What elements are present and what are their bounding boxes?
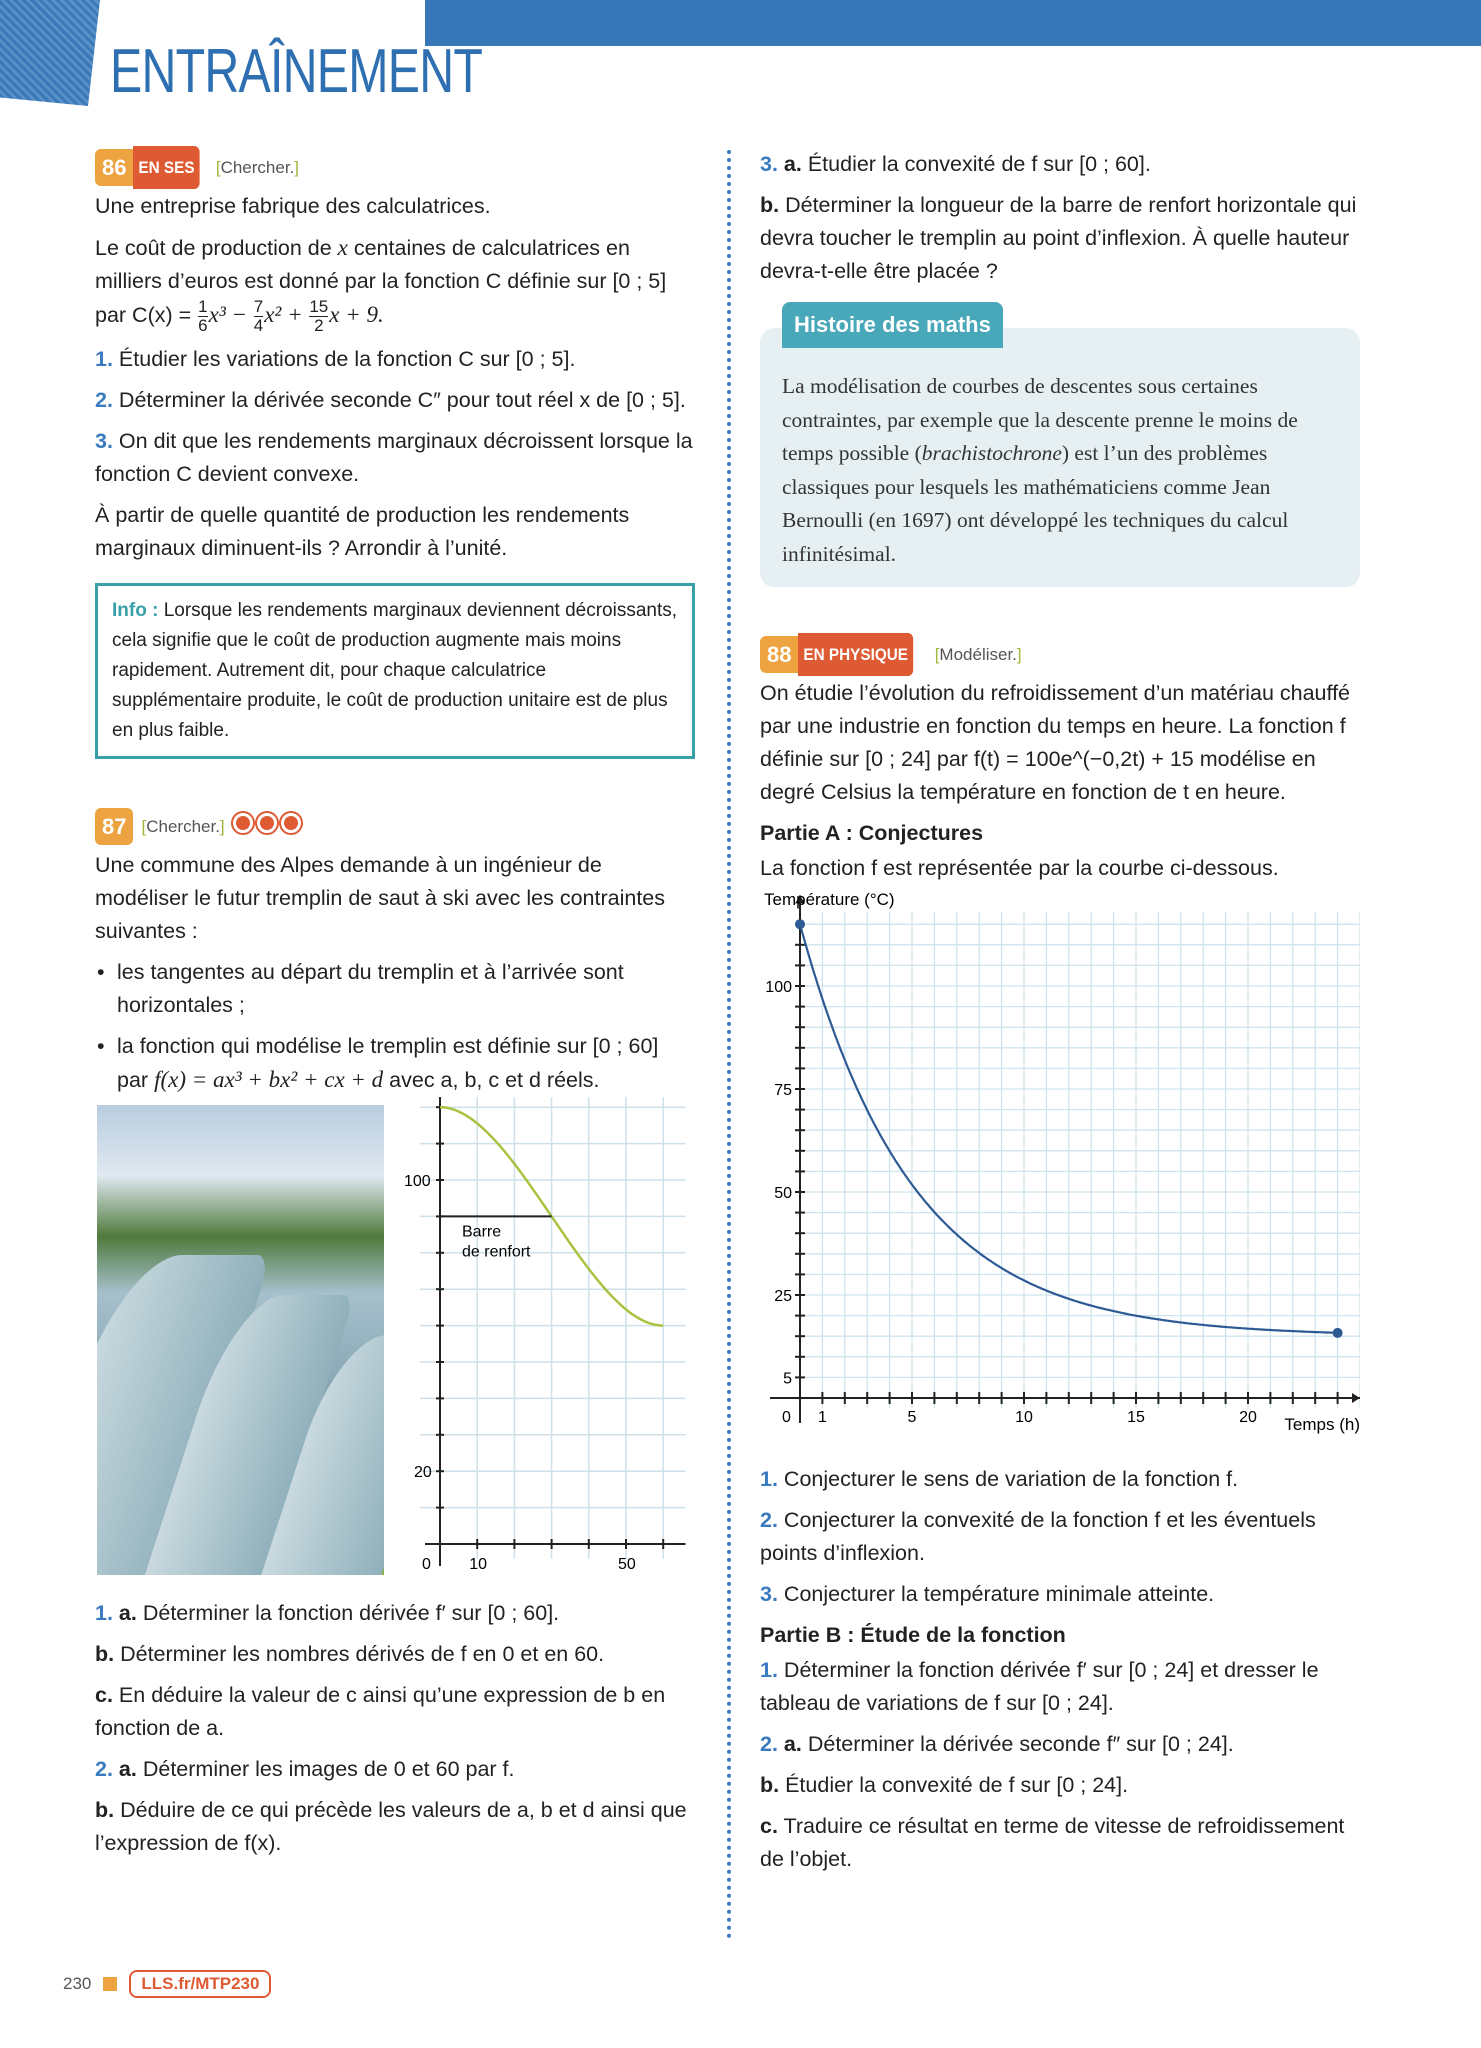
x-axis-arrow-icon — [1352, 1393, 1360, 1403]
list-item: • les tangentes au départ du tremplin et à l’arrivée sont horizontales ; — [95, 956, 695, 1022]
question-3a: 3. a. Étudier la convexité de f sur [0 ; 60]. — [760, 152, 1151, 176]
left-column — [95, 150, 695, 1868]
part-a-q2: 2. Conjecturer la convexité de la fonction f et les éventuels points d’inflexion. — [760, 1508, 1316, 1565]
part-a-q3: 3. Conjecturer la température minimale atteinte. — [760, 1582, 1215, 1606]
y-tick-label: 20 — [414, 1464, 432, 1482]
part-b-title: Partie B : Étude de la fonction — [760, 1623, 1066, 1647]
resource-link[interactable]: LLS.fr/MTP230 — [129, 1970, 271, 1998]
ski-jump-photo — [97, 1105, 384, 1575]
y-tick-label: 50 — [774, 1185, 792, 1202]
y-tick-label: 75 — [774, 1082, 792, 1099]
exercise-88-header — [760, 637, 1360, 671]
ex88-intro: On étudie l’évolution du refroidissement d’un matériau chauffé par une industrie en fonction du temps en heure. La fonction f définie sur [0 ; 24] par f(t) = 100e^(−0,2t) + 15 modélise en degré Celsius la température en fonction de t en heure. — [760, 681, 1351, 804]
x-tick-label: 10 — [1015, 1409, 1033, 1426]
y-tick-label: 25 — [774, 1288, 792, 1305]
exercise-number: 87 — [95, 808, 133, 845]
x-axis-label: Temps (h) — [1284, 1415, 1360, 1434]
part-a-intro: La fonction f est représentée par la courbe ci-dessous. — [760, 856, 1279, 880]
exercise-tag: EN PHYSIQUE — [798, 633, 913, 676]
x-tick-label: 20 — [1239, 1409, 1257, 1426]
x-tick-label: 1 — [817, 1409, 827, 1426]
question-1a: 1. a. Déterminer la fonction dérivée f′ sur [0 ; 60]. — [95, 1601, 560, 1625]
x-tick-label: 10 — [469, 1556, 487, 1573]
start-point — [795, 919, 805, 929]
ex86-function: Le coût de production de x centaines de calculatrices en milliers d’euros est donné par la fonction C définie sur [0 ; 5] par C(x) = $\frac{1}{6}$ x³ − $\frac{7}{4}$ x² + $\frac{15}{2}$ x + 9. — [95, 235, 667, 335]
difficulty-dots — [233, 810, 305, 843]
question-2a: 2. a. Déterminer les images de 0 et 60 par f. — [95, 1757, 515, 1781]
part-b-q1: 1. Déterminer la fonction dérivée f′ sur [0 ; 24] et dresser le tableau de variations de f sur [0 ; 24]. — [760, 1658, 1319, 1715]
part-b-q2c: c. Traduire ce résultat en terme de vitesse de refroidissement de l’objet. — [760, 1814, 1345, 1871]
header-bar — [425, 0, 1481, 46]
question-3-followup: À partir de quelle quantité de production les rendements marginaux diminuent-ils ? Arrondir à l’unité. — [95, 503, 630, 560]
list-item: • la fonction qui modélise le tremplin est définie sur [0 ; 60] par f(x) = ax³ + bx² + cx + d avec a, b, c et d réels. — [95, 1030, 695, 1097]
ski-jump-chart — [395, 1097, 700, 1587]
exercise-87-header — [95, 809, 695, 843]
temperature-chart — [760, 893, 1360, 1453]
history-title: Histoire des maths — [782, 302, 1003, 348]
right-column — [760, 148, 1360, 1884]
page-number: 230 — [63, 1974, 92, 1993]
page-title: ENTRAÎNEMENT — [110, 37, 483, 106]
page-footer — [63, 1970, 271, 1998]
question-3: 3. On dit que les rendements marginaux décroissent lorsque la fonction C devient convexe. — [95, 429, 693, 486]
end-point — [1333, 1328, 1343, 1338]
question-2: 2. Déterminer la dérivée seconde C″ pour tout réel x de [0 ; 5]. — [95, 388, 686, 412]
x-tick-label: 0 — [422, 1556, 431, 1573]
x-tick-label: 15 — [1127, 1409, 1145, 1426]
ex86-intro: Une entreprise fabrique des calculatrices. — [95, 194, 491, 218]
question-3b: b. Déterminer la longueur de la barre de renfort horizontale qui devra toucher le tremplin au point d’inflexion. À quelle hauteur devra-t-elle être placée ? — [760, 193, 1357, 283]
question-1: 1. Étudier les variations de la fonction C sur [0 ; 5]. — [95, 347, 576, 371]
part-a-q1: 1. Conjecturer le sens de variation de la fonction f. — [760, 1467, 1239, 1491]
skill-label: [Chercher.] — [141, 816, 225, 836]
constraints-list — [95, 956, 695, 1097]
difficulty-dot-icon — [233, 813, 253, 833]
footer-square-icon — [103, 1977, 117, 1991]
exercise-number: 88 — [760, 636, 798, 673]
part-a-title: Partie A : Conjectures — [760, 821, 984, 845]
ex87-intro: Une commune des Alpes demande à un ingénieur de modéliser le futur tremplin de saut à ski avec les contraintes suivantes : — [95, 853, 666, 943]
x-tick-label: 0 — [782, 1409, 791, 1426]
ski-jump-figure — [95, 1105, 695, 1585]
column-divider — [727, 150, 731, 1940]
x-tick-label: 5 — [907, 1409, 917, 1426]
y-axis-label: Température (°C) — [764, 893, 895, 909]
question-1b: b. Déterminer les nombres dérivés de f en 0 et en 60. — [95, 1642, 605, 1666]
annotation-label: Barre — [462, 1223, 502, 1241]
exercise-86-header — [95, 150, 695, 184]
chapter-logo — [0, 0, 100, 106]
difficulty-dot-icon — [281, 813, 301, 833]
y-tick-label: 100 — [765, 979, 792, 996]
question-2b: b. Déduire de ce qui précède les valeurs de a, b et d ainsi que l’expression de f(x). — [95, 1798, 687, 1855]
part-b-q2a: 2. a. Déterminer la dérivée seconde f″ sur [0 ; 24]. — [760, 1732, 1234, 1756]
y-tick-label: 100 — [404, 1173, 431, 1190]
info-box: Info : Lorsque les rendements marginaux deviennent décroissants, cela signifie que le coût de production augmente mais moins rapidement. Autrement dit, pour chaque calculatrice supplémentaire produite, le coût de production unitaire est de plus en plus faible. — [95, 583, 695, 759]
exercise-number: 86 — [95, 149, 133, 186]
skill-label: [Modéliser.] — [934, 644, 1022, 664]
skill-label: [Chercher.] — [215, 157, 300, 177]
question-1c: c. En déduire la valeur de c ainsi qu’une expression de b en fonction de a. — [95, 1683, 666, 1740]
x-tick-label: 50 — [618, 1556, 636, 1573]
annotation-label: de renfort — [462, 1243, 531, 1261]
exercise-tag: EN SES — [133, 146, 200, 189]
history-box: Histoire des maths La modélisation de courbes de descentes sous certaines contraintes, par exemple que la descente prenne le moins de temps possible (brachistochrone) est l’un des problèmes classiques pour lesquels les mathématiciens comme Jean Bernoulli (en 1697) ont développé les techniques du calcul infinitésimal. — [760, 328, 1360, 587]
part-b-q2b: b. Étudier la convexité de f sur [0 ; 24]. — [760, 1773, 1129, 1797]
difficulty-dot-icon — [257, 813, 277, 833]
y-tick-label: 5 — [783, 1370, 792, 1388]
